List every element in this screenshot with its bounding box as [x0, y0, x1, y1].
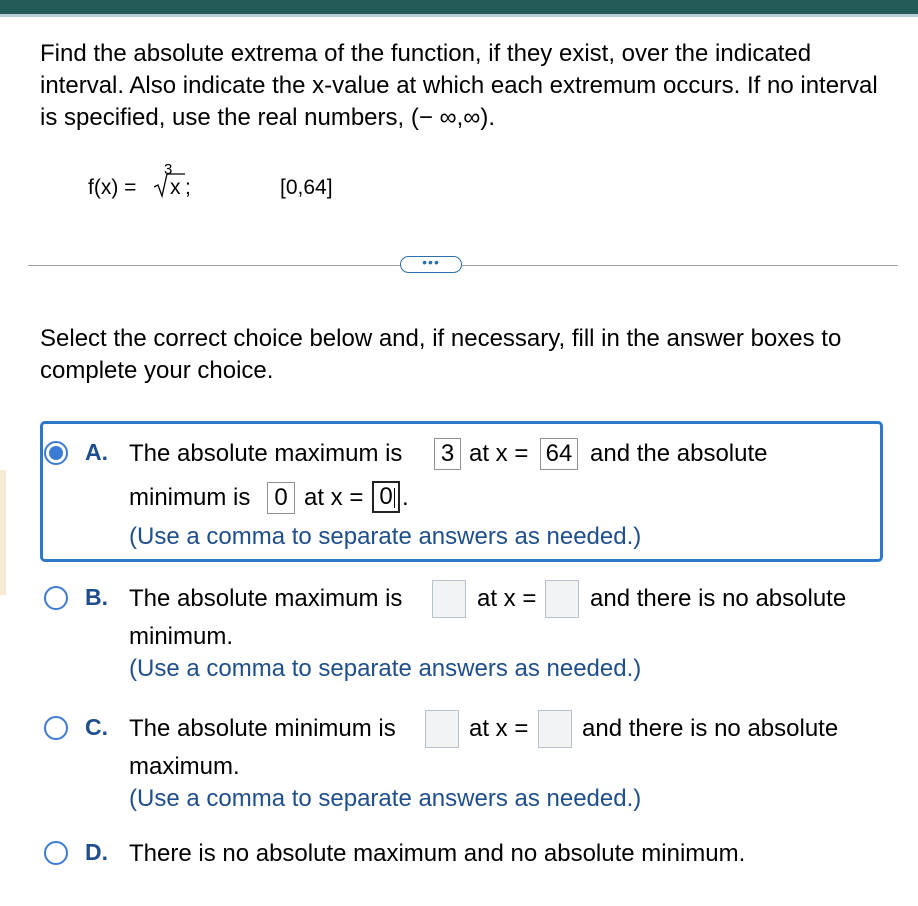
choice-a-text-3: minimum is — [129, 484, 251, 511]
choice-b-at-x: at x = — [477, 585, 537, 612]
top-bar — [0, 0, 918, 14]
top-bar-border — [0, 14, 918, 17]
radio-choice-a[interactable] — [44, 441, 68, 465]
answer-a-min-x-value: 0 — [379, 483, 393, 510]
text-caret — [394, 488, 395, 508]
choice-a-at-x-1: at x = — [469, 440, 529, 467]
answer-a-min-x[interactable] — [372, 481, 400, 513]
function-separator: ; — [185, 176, 191, 199]
instruction-text: Select the correct choice below and, if necessary, fill in the answer boxes to complete your choice. — [40, 325, 842, 384]
question-text: Find the absolute extrema of the function, if they exist, over the indicated interval. Also indicate the x-value at which each extremum occurs. If no interval is specified, use the real numbers, (− ∞,∞). — [40, 40, 878, 131]
section-divider — [28, 265, 898, 266]
radio-choice-d[interactable] — [44, 841, 68, 865]
choice-b-letter: B. — [85, 584, 108, 610]
choice-b-text-3: minimum. — [129, 623, 234, 650]
answer-a-max-x[interactable]: 64 — [540, 438, 578, 470]
choice-a-at-x-2: at x = — [304, 484, 364, 511]
choice-c-at-x: at x = — [469, 715, 529, 742]
choice-c-text-1: The absolute minimum is — [129, 715, 396, 742]
choice-c-hint: (Use a comma to separate answers as needed.) — [129, 785, 642, 812]
choice-a-text-2: and the absolute — [590, 440, 768, 467]
left-side-tab — [0, 470, 6, 595]
show-more-button[interactable]: ••• — [400, 256, 462, 273]
choice-b-text-1: The absolute maximum is — [129, 585, 403, 612]
choice-a-hint: (Use a comma to separate answers as needed.) — [129, 523, 642, 550]
choice-c-text-3: maximum. — [129, 753, 240, 780]
answer-b-max-x[interactable] — [545, 580, 579, 618]
answer-a-max-value[interactable]: 3 — [434, 438, 461, 470]
answer-c-min-x[interactable] — [538, 710, 572, 748]
choice-d-text: There is no absolute maximum and no absolute minimum. — [129, 840, 746, 867]
choice-a-period: . — [402, 484, 409, 511]
choice-b-hint: (Use a comma to separate answers as needed.) — [129, 655, 642, 682]
answer-b-max-value[interactable] — [432, 580, 466, 618]
choice-d-letter: D. — [85, 839, 108, 865]
answer-a-min-value[interactable]: 0 — [267, 482, 295, 514]
choice-b-text-2: and there is no absolute — [590, 585, 847, 612]
radio-choice-c[interactable] — [44, 716, 68, 740]
radio-choice-b[interactable] — [44, 586, 68, 610]
interval: [0,64] — [280, 176, 333, 199]
choice-a-text-1: The absolute maximum is — [129, 440, 403, 467]
function-lhs: f(x) = — [88, 176, 137, 199]
choice-c-letter: C. — [85, 714, 108, 740]
choice-a-letter: A. — [85, 439, 108, 465]
root-index: 3 — [164, 161, 173, 178]
radicand: x — [170, 176, 181, 199]
answer-c-min-value[interactable] — [425, 710, 459, 748]
choice-c-text-2: and there is no absolute — [582, 715, 839, 742]
